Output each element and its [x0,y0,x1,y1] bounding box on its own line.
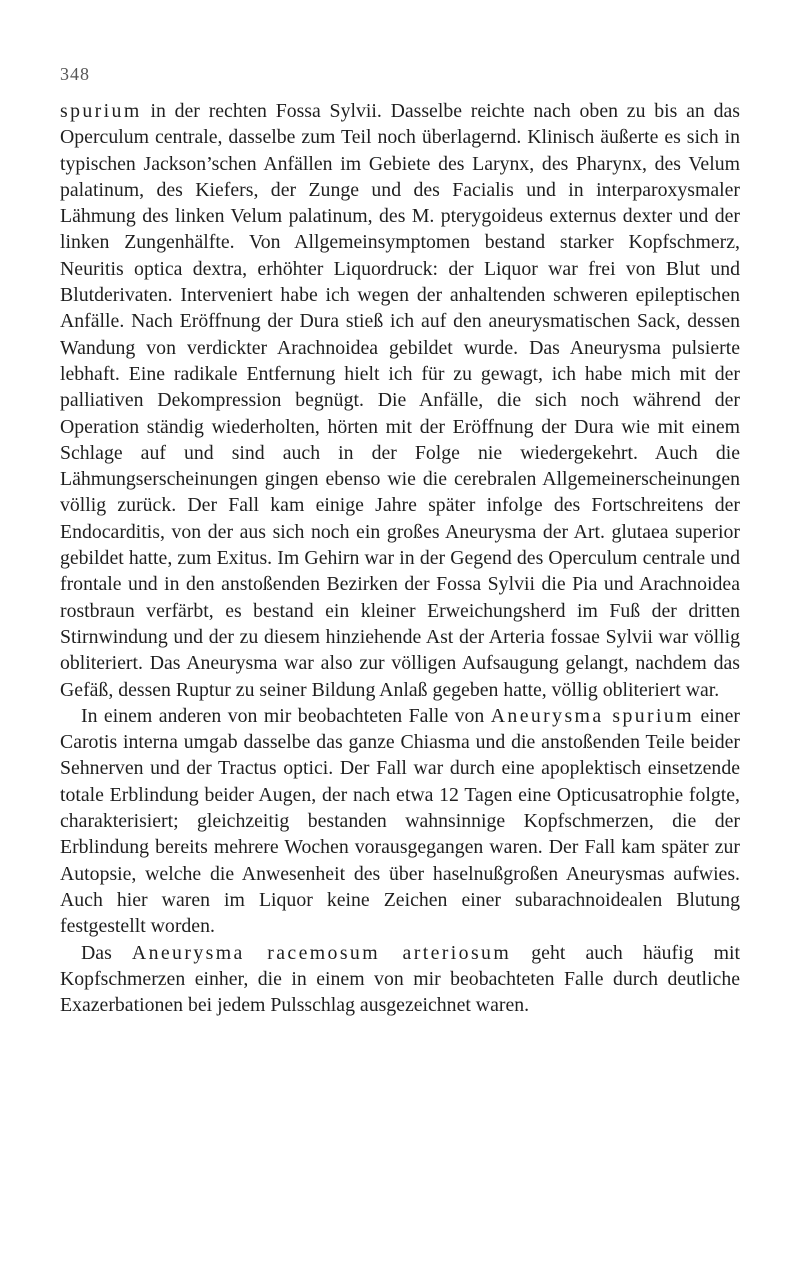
paragraph-text: in der rechten Fossa Sylvii. Dasselbe reichte nach oben zu bis an das Operculum centrale, dasselbe zum Teil noch überlagernd. Klinisch äußerte es sich in typischen Jackson’schen Anfällen im Gebiete des Larynx, des Pharynx, des Velum palatinum, des Kiefers, der Zunge und des Facialis und in interparoxysmaler Lähmung des linken Velum palatinum, des M. pterygoideus externus dexter und der linken Zungenhälfte. Von Allgemeinsymptomen bestand starker Kopfschmerz, Neuritis optica dextra, erhöhter Liquordruck: der Liquor war frei von Blut und Blutderivaten. Interveniert habe ich wegen der anhaltenden schweren epileptischen Anfälle. Nach Eröffnung der Dura stieß ich auf den aneurysmatischen Sack, dessen Wandung von verdickter Arachnoidea gebildet wurde. Das Aneurysma pulsierte lebhaft. Eine radikale Entfernung hielt ich für zu gewagt, ich habe mich mit der palliativen Dekompression begnügt. Die Anfälle, die sich noch während der Operation ständig wiederholten, hörten mit der Eröffnung der Dura wie mit einem Schlage auf und sind auch in der Folge nie wiedergekehrt. Auch die Lähmungserscheinungen gingen ebenso wie die cerebralen Allgemeinerscheinungen völlig zurück. Der Fall kam einige Jahre später infolge des Fortschreitens der Endocarditis, von der aus sich noch ein großes Aneurysma der Art. glutaea superior gebildet hatte, zum Exitus. Im Gehirn war in der Gegend des Operculum centrale und frontale und in den anstoßenden Bezirken der Fossa Sylvii die Pia und Arachnoidea rostbraun verfärbt, es bestand ein kleiner Erweichungsherd im Fuß der dritten Stirnwindung und der zu diesem hinziehende Ast der Arteria fossae Sylvii war völlig obliteriert. Das Aneurysma war also zur völligen Aufsaugung gelangt, nachdem das Gefäß, dessen Ruptur zu seiner Bildung Anlaß gegeben hatte, völlig obliteriert war. [60,100,740,701]
paragraph-1 [60,98,740,703]
paragraph-2 [60,703,740,940]
paragraph-3 [60,940,740,1019]
body-text [60,98,740,1018]
page-number: 348 [60,64,90,84]
paragraph-text: geht auch häufig mit Kopfschmerzen einher, die in einem von mir beobachteten Falle durch deutliche Exazerbationen bei jedem Pulsschlag ausgezeichnet waren. [60,941,740,1017]
spaced-term: spurium [60,100,142,122]
paragraph-text: In einem anderen von mir beobachteten Falle von [81,704,491,727]
paragraph-text: einer Carotis interna umgab dasselbe das ganze Chiasma und die anstoßenden Teile beider Sehnerven und der Tractus optici. Der Fall war durch eine apoplektisch einsetzende totale Erblindung beider Augen, der nach etwa 12 Tagen eine Opticusatrophie folgte, charakterisiert; gleichzeitig bestanden wahnsinnige Kopfschmerzen, die der Erblindung bereits mehrere Wochen vorausgegangen waren. Der Fall kam später zur Autopsie, welche die Anwesenheit des über haselnußgroßen Aneurysmas aufwies. Auch hier waren im Liquor keine Zeichen einer subarachnoidealen Blutung festgestellt worden. [60,704,740,938]
spaced-term: Aneurysma racemosum arteriosum [131,941,512,964]
spaced-term: Aneurysma spurium [490,704,695,727]
paragraph-text: Das [81,941,132,964]
